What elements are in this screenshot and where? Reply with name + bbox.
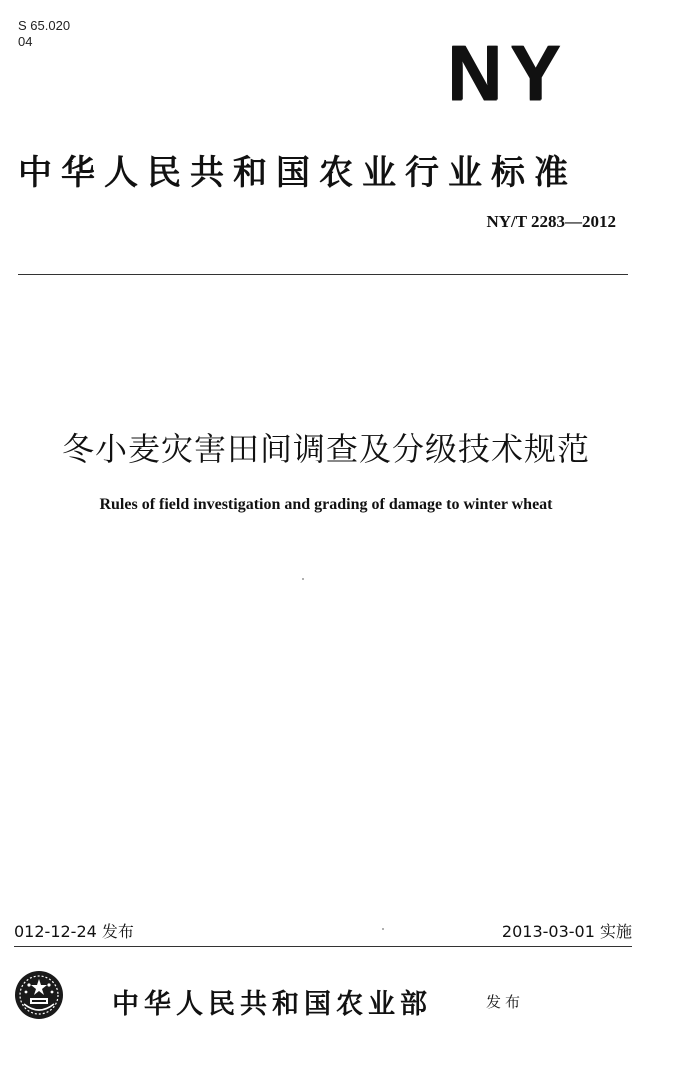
standard-name: 中华人民共和国农业行业标准: [18, 153, 577, 193]
national-emblem-icon: [14, 970, 64, 1020]
ccs-code: 04: [18, 34, 33, 49]
standard-number: NY/T 2283—2012: [486, 212, 616, 231]
document-title-english: Rules of field investigation and grading of damage to winter wheat: [99, 496, 553, 513]
top-divider: [18, 274, 628, 275]
ny-logo: NY: [447, 30, 569, 117]
scan-speck: [382, 928, 384, 930]
ics-code: S 65.020: [18, 18, 71, 33]
scan-speck: [302, 578, 304, 580]
document-title-chinese: 冬小麦灾害田间调查及分级技术规范: [61, 430, 590, 468]
issuing-ministry: 中华人民共和国农业部: [112, 989, 432, 1020]
implementation-date: 2013-03-01 实施: [501, 922, 632, 941]
classification-codes: [18, 18, 70, 50]
bottom-divider: [14, 946, 632, 947]
publish-label: 发布: [486, 993, 525, 1011]
issue-date: 012-12-24 发布: [14, 922, 134, 941]
